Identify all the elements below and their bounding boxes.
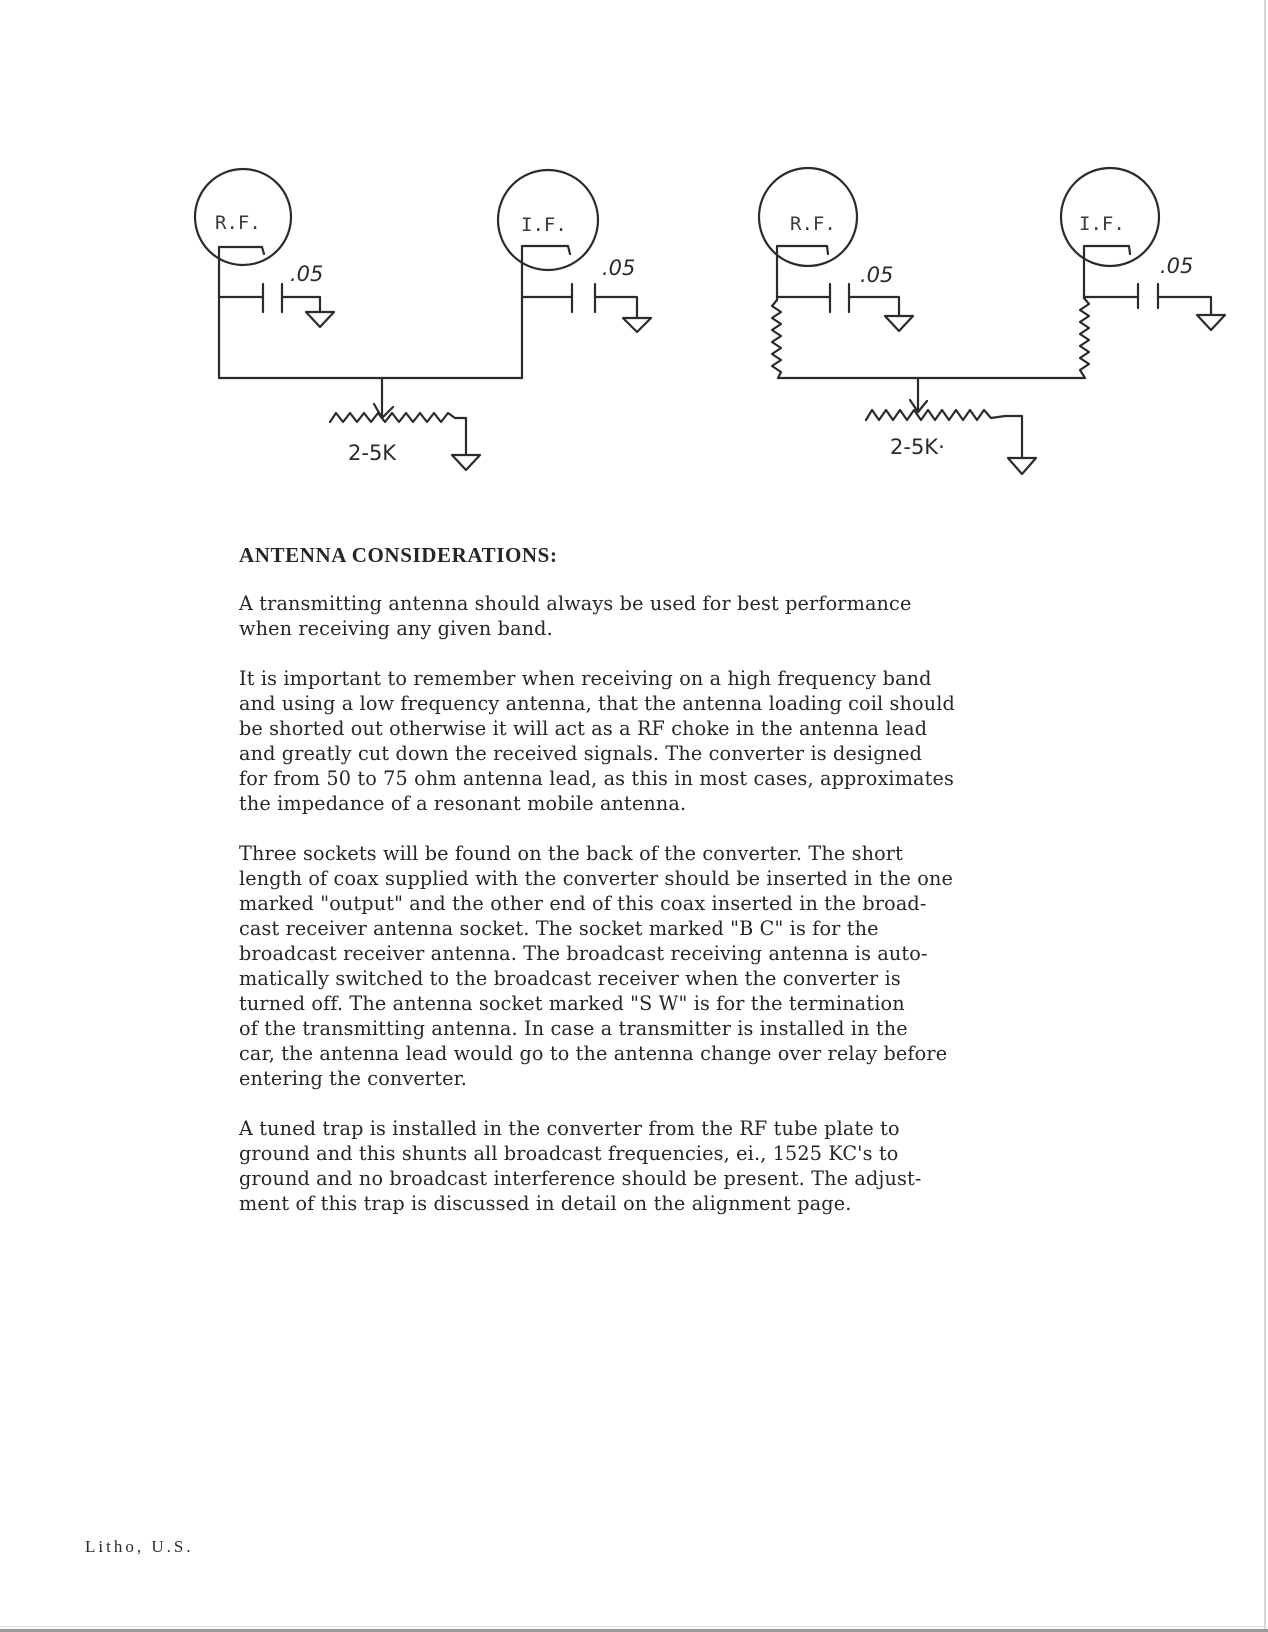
- text-line: of the transmitting antenna. In case a transmitter is installed in the: [239, 1017, 908, 1040]
- text-line: marked "output" and the other end of this coax inserted in the broad-: [239, 892, 927, 915]
- rf-bypass-capacitor-right: [777, 263, 913, 331]
- rf-tube-left: [195, 169, 291, 265]
- ground-icon: [1197, 315, 1225, 330]
- capacitor-value: .05: [1160, 254, 1194, 278]
- text-line: car, the antenna lead would go to the antenna change over relay before: [239, 1042, 948, 1065]
- plate-resistor-if: [1080, 298, 1089, 378]
- capacitor-value: .05: [290, 262, 324, 286]
- paragraph-tuned-trap: [239, 1116, 1199, 1216]
- text-line: length of coax supplied with the converter should be inserted in the one: [239, 867, 953, 890]
- text-line: the impedance of a resonant mobile antenna.: [239, 792, 687, 815]
- if-bypass-capacitor-left: [522, 256, 651, 332]
- capacitor-value: .05: [602, 256, 636, 280]
- text-line: A tuned trap is installed in the converter from the RF tube plate to: [239, 1117, 900, 1140]
- ground-icon: [452, 455, 480, 470]
- text-line: and greatly cut down the received signals. The converter is designed: [239, 742, 923, 765]
- left-circuit: [195, 169, 651, 470]
- text-line: cast receiver antenna socket. The socket marked "B C" is for the: [239, 917, 879, 940]
- paragraph-loading-coil: [239, 666, 1199, 816]
- text-line: ground and this shunts all broadcast frequencies, ei., 1525 KC's to: [239, 1142, 899, 1165]
- text-line: be shorted out otherwise it will act as a RF choke in the antenna lead: [239, 717, 928, 740]
- rf-tube-right: [759, 168, 857, 266]
- paragraph-sockets: [239, 841, 1199, 1091]
- potentiometer-right: [866, 378, 1036, 474]
- text-line: ment of this trap is discussed in detail on the alignment page.: [239, 1192, 852, 1215]
- schematic-diagrams: [0, 0, 1268, 520]
- potentiometer-value: 2-5K: [348, 441, 397, 465]
- text-line: matically switched to the broadcast receiver when the converter is: [239, 967, 901, 990]
- potentiometer-left: [330, 378, 480, 470]
- text-line: for from 50 to 75 ohm antenna lead, as this in most cases, approximates: [239, 767, 955, 790]
- rf-bypass-capacitor-left: [219, 262, 334, 327]
- text-line: when receiving any given band.: [239, 617, 553, 640]
- page-edge-bottom-light: [0, 1626, 1268, 1627]
- paragraph-transmitting-antenna: [239, 591, 1199, 641]
- text-line: turned off. The antenna socket marked "S W" is for the termination: [239, 992, 905, 1015]
- ground-icon: [306, 312, 334, 327]
- text-line: entering the converter.: [239, 1067, 468, 1090]
- text-line: It is important to remember when receiving on a high frequency band: [239, 667, 932, 690]
- rf-tube-label: R.F.: [790, 213, 836, 235]
- plate-resistor-rf: [772, 300, 781, 378]
- ground-icon: [623, 318, 651, 332]
- right-circuit: [759, 168, 1225, 474]
- capacitor-value: .05: [860, 263, 894, 287]
- printer-footer: Litho, U.S.: [85, 1537, 194, 1556]
- if-tube-label: I.F.: [521, 214, 567, 236]
- text-line: and using a low frequency antenna, that the antenna loading coil should: [239, 692, 955, 715]
- rf-tube-label: R.F.: [215, 212, 261, 234]
- if-tube-right: [1061, 168, 1159, 266]
- text-line: A transmitting antenna should always be used for best performance: [239, 592, 912, 615]
- ground-icon: [1008, 458, 1036, 474]
- if-tube-left: [498, 170, 598, 270]
- if-tube-label: I.F.: [1079, 213, 1125, 235]
- antenna-considerations-section: [239, 541, 1199, 1241]
- text-line: Three sockets will be found on the back of the converter. The short: [239, 842, 903, 865]
- text-line: ground and no broadcast interference should be present. The adjust-: [239, 1167, 922, 1190]
- text-line: broadcast receiver antenna. The broadcast receiving antenna is auto-: [239, 942, 928, 965]
- potentiometer-value: 2-5K·: [890, 435, 945, 459]
- ground-icon: [885, 316, 913, 331]
- section-heading: ANTENNA CONSIDERATIONS:: [239, 543, 558, 567]
